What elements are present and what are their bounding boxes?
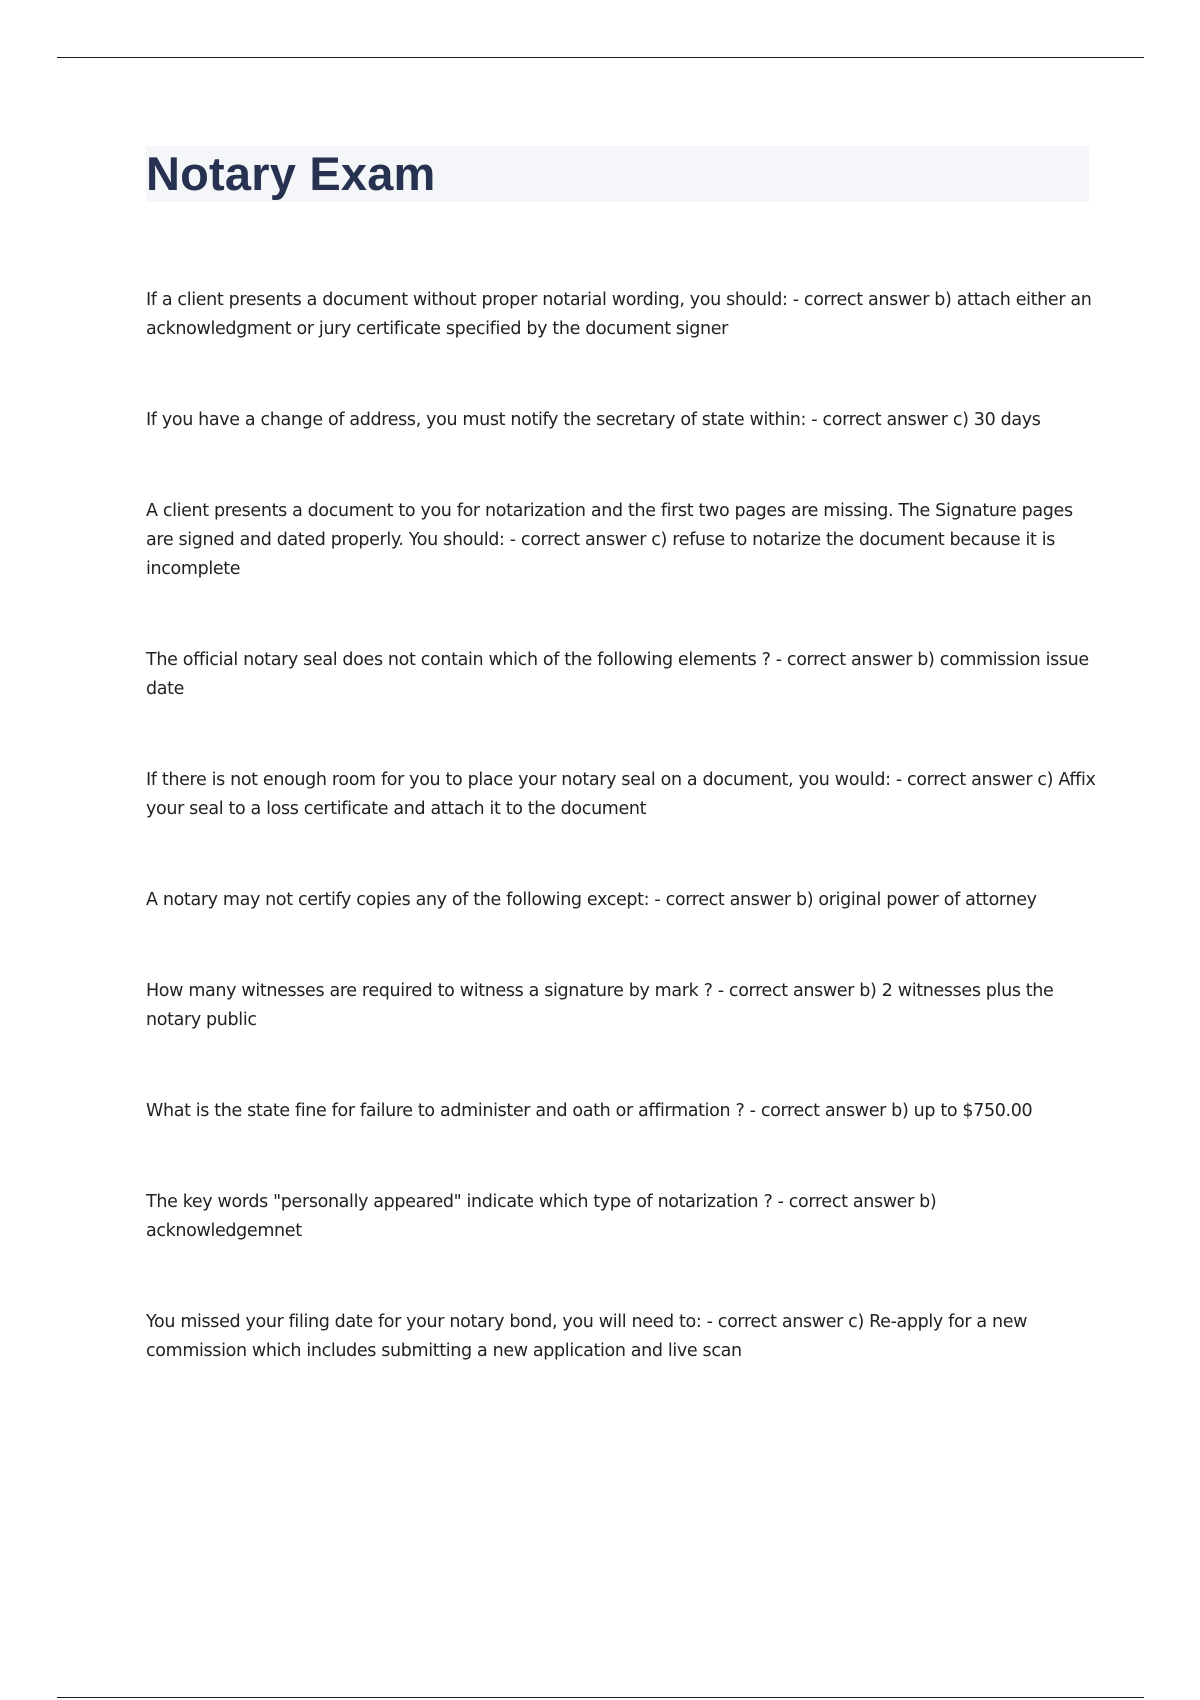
top-rule — [57, 57, 1144, 58]
question-item: The key words "personally appeared" indicate which type of notarization ? - correct answer b) acknowledgemnet — [146, 1192, 937, 1241]
question-item: What is the state fine for failure to administer and oath or affirmation ? - correct answer b) up to $750.00 — [146, 1101, 1033, 1121]
question-item: If you have a change of address, you must notify the secretary of state within: - correct answer c) 30 days — [146, 410, 1041, 430]
bottom-rule — [57, 1697, 1144, 1698]
page-title: Notary Exam — [146, 147, 436, 200]
question-item: The official notary seal does not contain which of the following elements ? - correct answer b) commission issue date — [146, 650, 1089, 699]
question-list — [146, 286, 1096, 1428]
question-item: If a client presents a document without proper notarial wording, you should: - correct answer b) attach either an acknowledgment or jury certificate specified by the document signer — [146, 290, 1092, 339]
question-item: You missed your filing date for your notary bond, you will need to: - correct answer c) Re-apply for a new commission which includes submitting a new application and live scan — [146, 1312, 1028, 1361]
question-item: If there is not enough room for you to place your notary seal on a document, you would: - correct answer c) Affix your seal to a loss certificate and attach it to the document — [146, 770, 1096, 819]
question-item: A notary may not certify copies any of the following except: - correct answer b) original power of attorney — [146, 890, 1037, 910]
question-item: A client presents a document to you for notarization and the first two pages are missing. The Signature pages are signed and dated properly. You should: - correct answer c) refuse to notarize the document because it is incomplete — [146, 501, 1073, 579]
question-item: How many witnesses are required to witness a signature by mark ? - correct answer b) 2 witnesses plus the notary public — [146, 981, 1054, 1030]
